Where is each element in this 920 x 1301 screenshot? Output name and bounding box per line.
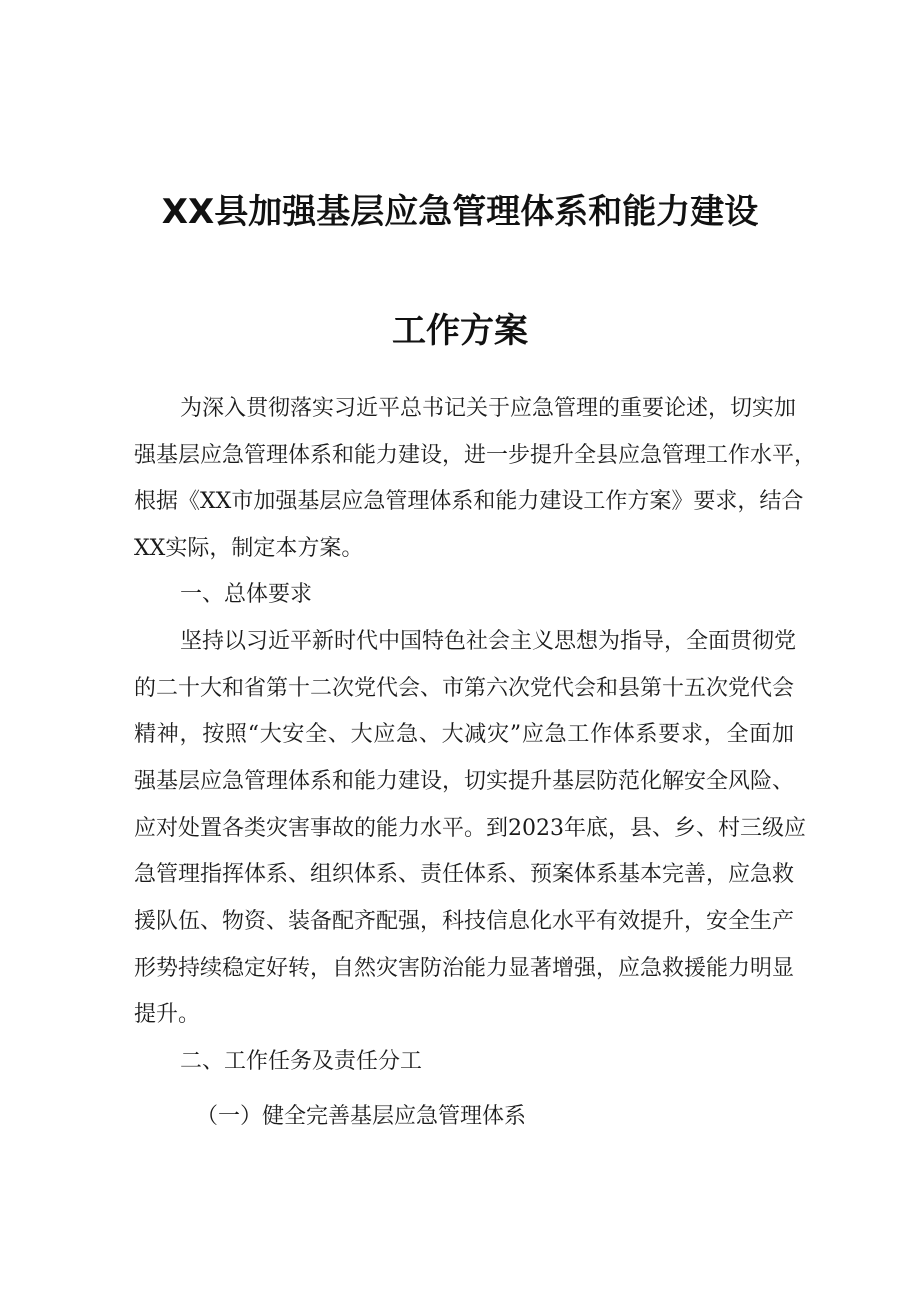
- document-title-line-2: 工作方案: [392, 311, 528, 351]
- document-title-line-1: XX县加强基层应急管理体系和能力建设: [161, 192, 759, 232]
- intro-line: XX实际，制定本方案。: [134, 536, 364, 561]
- intro-line: 强基层应急管理体系和能力建设，进一步提升全县应急管理工作水平，: [134, 443, 817, 468]
- intro-line: 为深入贯彻落实习近平总书记关于应急管理的重要论述，切实加: [180, 396, 797, 421]
- section-heading-1: 一、总体要求: [180, 582, 313, 607]
- section1-line: 坚持以习近平新时代中国特色社会主义思想为指导，全面贯彻党: [180, 629, 797, 654]
- section-heading-2: 二、工作任务及责任分工: [180, 1049, 423, 1074]
- section1-line: 急管理指挥体系、组织体系、责任体系、预案体系基本完善，应急救: [134, 862, 795, 887]
- intro-line: 根据《XX市加强基层应急管理体系和能力建设工作方案》要求，结合: [134, 489, 804, 514]
- section1-line: 强基层应急管理体系和能力建设，切实提升基层防范化解安全风险、: [134, 769, 795, 794]
- section1-line: 援队伍、物资、装备配齐配强，科技信息化水平有效提升，安全生产: [134, 909, 795, 934]
- section1-line: 应对处置各类灾害事故的能力水平。到2023年底，县、乡、村三级应: [134, 816, 806, 841]
- section1-line: 精神，按照“大安全、大应急、大减灾”应急工作体系要求，全面加: [134, 722, 794, 747]
- subsection-heading-1: （一）健全完善基层应急管理体系: [196, 1104, 527, 1129]
- section1-line: 形势持续稳定好转，自然灾害防治能力显著增强，应急救援能力明显: [134, 956, 795, 981]
- section1-line: 的二十大和省第十二次党代会、市第六次党代会和县第十五次党代会: [134, 676, 795, 701]
- section1-line: 提升。: [134, 1002, 201, 1027]
